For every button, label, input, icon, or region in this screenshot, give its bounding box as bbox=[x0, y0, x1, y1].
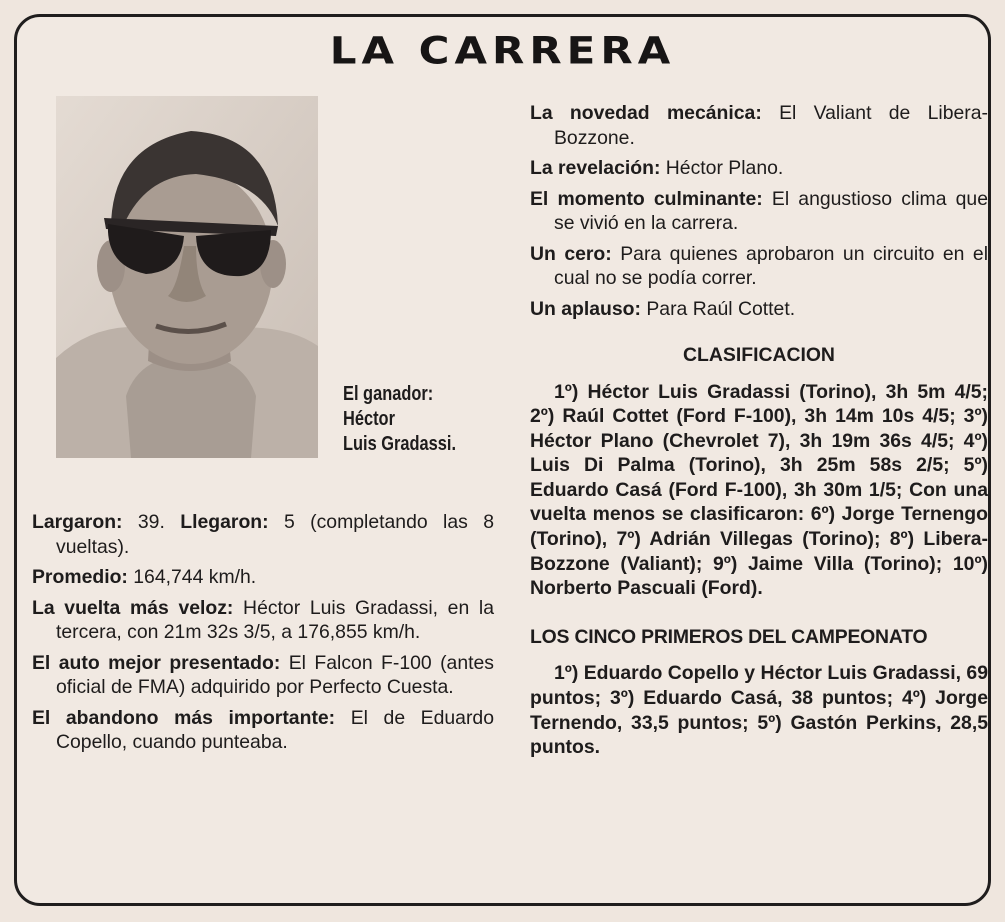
fact-label: Un aplauso: bbox=[530, 297, 641, 320]
fact-text: El de Eduardo Copello, cuando punteaba. bbox=[56, 706, 494, 753]
fact-label: El abandono más importante: bbox=[32, 706, 336, 729]
fact-label: Promedio: bbox=[32, 566, 128, 588]
fact-item bbox=[32, 510, 494, 559]
fact-text: Héctor Luis Gradassi, en la tercera, con 21m 32s 3/5, a 176,855 km/h. bbox=[56, 596, 494, 643]
right-column bbox=[530, 101, 988, 760]
caption-line: El ganador: bbox=[343, 383, 434, 405]
fact-text: 164,744 km/h. bbox=[127, 566, 257, 588]
fact-item bbox=[530, 297, 988, 322]
fact-text: Para Raúl Cottet. bbox=[640, 297, 796, 320]
fact-label: El auto mejor presentado: bbox=[32, 651, 281, 674]
caption-line: Héctor bbox=[343, 408, 395, 430]
fact-text: El angustioso clima que se vivió en la carrera. bbox=[554, 187, 988, 234]
fact-text: 5 (completando las 8 vueltas). bbox=[56, 511, 494, 558]
fact-label: Largaron: bbox=[32, 511, 123, 533]
fact-label: El momento culminante: bbox=[530, 187, 763, 210]
article-title: LA CARRERA bbox=[329, 28, 676, 73]
campeonato-heading: LOS CINCO PRIMEROS DEL CAMPEONATO bbox=[530, 625, 928, 648]
fact-item bbox=[530, 101, 988, 150]
fact-label: La revelación: bbox=[530, 157, 661, 179]
fact-text: Héctor Plano. bbox=[660, 157, 784, 179]
fact-text: 39. bbox=[122, 511, 181, 533]
clasificacion-heading: CLASIFICACION bbox=[683, 344, 835, 366]
fact-label: La vuelta más veloz: bbox=[32, 596, 234, 619]
fact-text: El Falcon F-100 (antes oficial de FMA) adquirido por Perfecto Cuesta. bbox=[56, 651, 494, 698]
fact-item bbox=[530, 187, 988, 236]
clasificacion-text: 1º) Héctor Luis Gradassi (Torino), 3h 5m 4/5; 2º) Raúl Cottet (Ford F-100), 3h 14m 10s 4/5; 3º) Héctor Plano (Chevrolet 7), 3h 19m 36s 4/5; 4º) Luis Di Palma (Torino), 3h 25m 58s 2/5; 5º) Eduardo Casá (Ford F-100), 3h 30m 1/5; Con una vuelta menos se clasificaron: 6º) Jorge Ternengo (Torino), 7º) Adrián Villegas (Torino); 8º) Libera-Bozzone (Valiant); 9º) Jaime Villa (Torino); 10º) Norberto Pascuali (Ford). bbox=[530, 380, 988, 600]
fact-label: Llegaron: bbox=[180, 511, 269, 533]
left-column bbox=[32, 510, 494, 761]
fact-item bbox=[32, 651, 494, 700]
fact-label: Un cero: bbox=[530, 242, 612, 265]
fact-text: El Valiant de Libera-Bozzone. bbox=[554, 102, 988, 149]
fact-label: La novedad mecánica: bbox=[530, 102, 762, 124]
fact-item bbox=[530, 242, 988, 291]
winner-photo bbox=[56, 96, 318, 458]
fact-item bbox=[32, 565, 494, 590]
photo-caption bbox=[343, 382, 456, 457]
winner-portrait-image bbox=[56, 96, 318, 458]
fact-text: Para quienes aprobaron un circuito en el cual no se podía correr. bbox=[554, 242, 988, 289]
fact-item bbox=[530, 156, 988, 181]
campeonato-text: 1º) Eduardo Copello y Héctor Luis Gradassi, 69 puntos; 3º) Eduardo Casá, 38 puntos; 4º) Jorge Ternendo, 33,5 puntos; 5º) Gastón Perkins, 28,5 puntos. bbox=[530, 662, 988, 759]
caption-line: Luis Gradassi. bbox=[343, 433, 457, 455]
fact-item bbox=[32, 706, 494, 755]
fact-item bbox=[32, 596, 494, 645]
